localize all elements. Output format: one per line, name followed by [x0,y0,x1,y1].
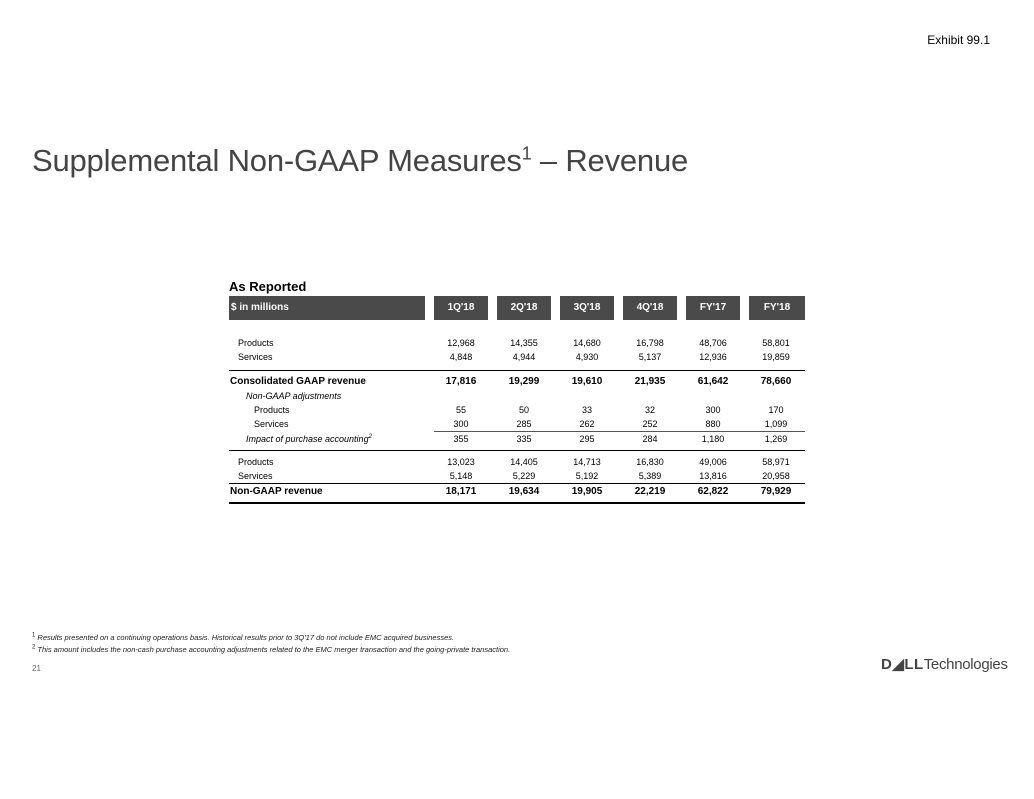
column-header: 1Q'18 [434,296,488,320]
page-title-superscript: 1 [521,143,532,164]
table-cell: 18,171 [445,486,477,497]
table-cell: 33 [581,405,592,415]
table-cell: 170 [768,405,784,415]
table-cell: 19,299 [508,376,540,387]
table-cell: 62,822 [697,486,729,497]
exhibit-label: Exhibit 99.1 [927,33,990,47]
table-cell: 20,958 [762,471,790,481]
page-title-main: Supplemental Non-GAAP Measures [32,143,522,178]
table-cell: 5,389 [638,471,662,481]
row-label-impact [246,434,372,444]
table-cell: 1,269 [764,434,788,444]
logo-brand: D◢LL [881,656,924,673]
table-cell: 13,023 [447,457,475,467]
divider [229,370,805,371]
divider [229,450,805,451]
row-label-consolidated: Consolidated GAAP revenue [230,376,366,387]
table-cell: 262 [579,419,595,429]
row-label-nongaap-revenue: Non-GAAP revenue [230,486,323,497]
table-cell: 16,798 [636,338,664,348]
table-cell: 19,610 [571,376,603,387]
table-cell: 49,006 [699,457,727,467]
table-cell: 12,936 [699,352,727,362]
row-label-products: Products [238,338,274,348]
table-cell: 335 [516,434,532,444]
divider [434,431,805,432]
table-cell: 14,713 [573,457,601,467]
page-title [32,143,688,179]
footnote-1 [32,633,454,642]
table-cell: 14,680 [573,338,601,348]
column-header: 3Q'18 [560,296,614,320]
table-cell: 13,816 [699,471,727,481]
table-cell: 4,848 [449,352,473,362]
table-cell: 5,148 [449,471,473,481]
table-cell: 5,192 [575,471,599,481]
divider [229,483,805,484]
table-cell: 17,816 [445,376,477,387]
table-cell: 295 [579,434,595,444]
table-cell: 252 [642,419,658,429]
table-cell: 21,935 [634,376,666,387]
table-cell: 5,137 [638,352,662,362]
impact-label-text: Impact of purchase accounting [246,434,369,444]
table-header-label: $ in millions [229,296,425,320]
logo-suffix: Technologies [923,656,1008,673]
table-cell: 19,905 [571,486,603,497]
table-cell: 12,968 [447,338,475,348]
page-number: 21 [32,664,41,673]
table-cell: 4,930 [575,352,599,362]
table-cell: 79,929 [760,486,792,497]
page-title-rest: – Revenue [531,143,689,178]
row-label-adj-products: Products [254,405,290,415]
footnote-1-marker: 1 [32,632,36,639]
table-cell: 19,859 [762,352,790,362]
table-cell: 1,099 [764,419,788,429]
row-label-nongaap-products: Products [238,457,274,467]
table-cell: 32 [644,405,655,415]
table-cell: 300 [705,405,721,415]
table-cell: 1,180 [701,434,725,444]
table-cell: 58,801 [762,338,790,348]
footnote-2-text: This amount includes the non-cash purchase accounting adjustments related to the EMC merger transaction and the going-private transaction. [35,645,511,654]
table-cell: 48,706 [699,338,727,348]
table-cell: 355 [453,434,469,444]
footnote-2 [32,645,510,654]
column-header: FY'17 [686,296,740,320]
table-cell: 50 [518,405,529,415]
dell-technologies-logo [881,655,1008,673]
table-cell: 5,229 [512,471,536,481]
column-header: 2Q'18 [497,296,551,320]
table-cell: 22,219 [634,486,666,497]
footnote-2-marker: 2 [32,644,36,651]
column-header: FY'18 [749,296,805,320]
table-cell: 284 [642,434,658,444]
table-cell: 58,971 [762,457,790,467]
section-title: As Reported [229,279,307,294]
divider [229,502,805,504]
column-header: 4Q'18 [623,296,677,320]
table-cell: 14,405 [510,457,538,467]
row-label-adj-services: Services [254,419,289,429]
table-cell: 16,830 [636,457,664,467]
row-label-services: Services [238,352,273,362]
table-cell: 285 [516,419,532,429]
table-cell: 4,944 [512,352,536,362]
table-cell: 55 [455,405,466,415]
table-cell: 880 [705,419,721,429]
table-cell: 300 [453,419,469,429]
adjustments-label: Non-GAAP adjustments [246,391,342,401]
table-cell: 14,355 [510,338,538,348]
impact-label-superscript: 2 [368,434,372,440]
row-label-nongaap-services: Services [238,471,273,481]
footnote-1-text: Results presented on a continuing operations basis. Historical results prior to 3Q'17 do not include EMC acquired businesses. [35,633,455,642]
table-cell: 61,642 [697,376,729,387]
table-cell: 78,660 [760,376,792,387]
table-cell: 19,634 [508,486,540,497]
